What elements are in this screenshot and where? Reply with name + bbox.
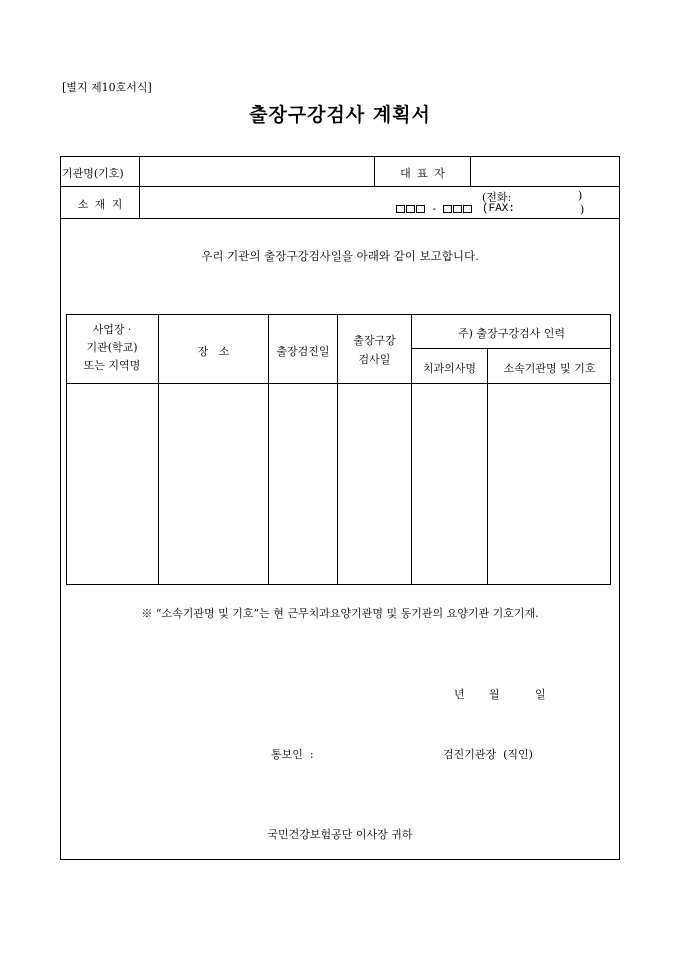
rep-value[interactable] — [476, 165, 614, 179]
digit-box — [453, 205, 462, 213]
col-region-line: 사업장 · — [92, 323, 132, 336]
col-exam-date-line: 출장구강 — [353, 334, 396, 347]
address-label: 소 재 지 — [77, 198, 123, 211]
date-month: 월 — [489, 688, 500, 701]
footnote: ※ “소속기관명 및 기호”는 현 근무치과요양기관명 및 동기관의 요양기관 기호기재. — [141, 607, 539, 620]
rep-label: 대 표 자 — [400, 167, 445, 180]
col-exam-date — [338, 331, 411, 369]
label-column-divider — [139, 156, 140, 218]
form-reference: [별지 제10호서식] — [62, 81, 152, 94]
col-place: 장 소 — [197, 345, 230, 358]
col-exam-date-line: 검사일 — [358, 353, 391, 366]
digit-box — [416, 205, 425, 213]
intro-text: 우리 기관의 출장구강검사일을 아래와 같이 보고합니다. — [201, 249, 479, 263]
col-affiliation: 소속기관명 및 기호 — [503, 362, 596, 375]
phone-number-field[interactable] — [396, 203, 473, 215]
col-group-staff: 주) 출장구강검사 인력 — [458, 327, 565, 340]
fax-label: (FAX: — [482, 203, 516, 215]
phone-label: (전화: — [482, 191, 512, 204]
table-group-divider — [411, 348, 611, 349]
col-region-line: 또는 지역명 — [83, 359, 141, 372]
address-value[interactable] — [144, 196, 374, 210]
col-dentist-name: 치과의사명 — [422, 362, 477, 375]
col-region-line: 기관(학교) — [86, 341, 138, 354]
phone-close: ) — [578, 189, 583, 202]
col-region — [66, 321, 158, 375]
header-divider-2 — [60, 218, 620, 219]
digit-box — [463, 205, 472, 213]
table-header-bottom — [66, 383, 611, 384]
reporter-label: 통보인 : — [271, 748, 314, 761]
signer: 검진기관장 (직인) — [443, 748, 533, 761]
fax-close: ) — [580, 203, 585, 216]
rep-right-divider — [470, 156, 471, 187]
org-value[interactable] — [144, 165, 369, 179]
date-day: 일 — [535, 688, 546, 701]
date-year: 년 — [454, 688, 465, 701]
recipient: 국민건강보험공단 이사장 귀하 — [267, 828, 413, 841]
dash: - — [432, 202, 437, 215]
digit-box — [443, 205, 452, 213]
header-divider-1 — [60, 186, 620, 187]
table-vline-4 — [411, 314, 412, 585]
org-label: 기관명(기호) — [62, 167, 124, 180]
digit-box — [396, 205, 405, 213]
document-title: 출장구강검사 계획서 — [249, 104, 431, 126]
digit-box — [406, 205, 415, 213]
col-visit-date: 출장검진일 — [276, 345, 330, 358]
